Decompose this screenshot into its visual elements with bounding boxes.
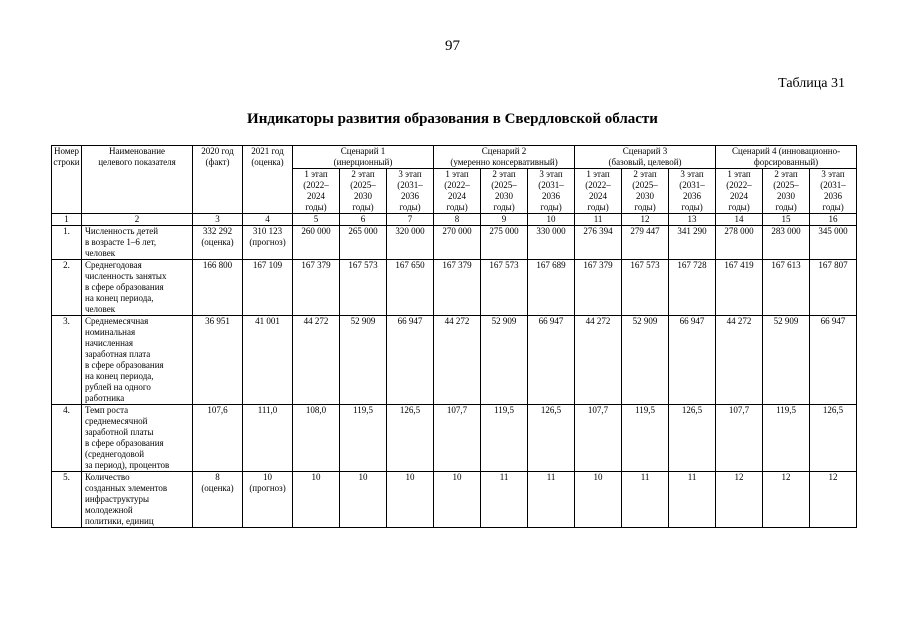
value-2021: 10 (прогноз) [243,472,293,528]
scenario-value: 10 [340,472,387,528]
value-2021: 310 123 (прогноз) [243,226,293,260]
scenario-value: 10 [434,472,481,528]
header-stage-1: 1 этап (2022– 2024 годы) [293,169,340,214]
value-2020: 166 800 [193,260,243,316]
scenario-value: 260 000 [293,226,340,260]
header-scenario-3: Сценарий 3 (базовый, целевой) [575,146,716,169]
table-label: Таблица 31 [778,76,845,91]
scenario-value: 330 000 [528,226,575,260]
scenario-value: 270 000 [434,226,481,260]
scenario-value: 66 947 [528,316,575,405]
indicator-name: Численность детей в возрасте 1–6 лет, человек [82,226,193,260]
header-stage-3: 3 этап (2031– 2036 годы) [669,169,716,214]
scenario-value: 167 379 [434,260,481,316]
row-number: 5. [52,472,82,528]
header-stage-2: 2 этап (2025– 2030 годы) [622,169,669,214]
row-number: 1. [52,226,82,260]
header-row-main [52,146,857,169]
scenario-value: 108,0 [293,405,340,472]
scenario-value: 12 [810,472,857,528]
scenario-value: 44 272 [575,316,622,405]
header-stage-3: 3 этап (2031– 2036 годы) [528,169,575,214]
header-stage-1: 1 этап (2022– 2024 годы) [575,169,622,214]
scenario-value: 283 000 [763,226,810,260]
value-2020: 8 (оценка) [193,472,243,528]
header-row-number: Номер строки [52,146,82,214]
column-number: 3 [193,214,243,226]
table-body [52,226,857,528]
indicator-name: Среднемесячная номинальная начисленная заработная плата в сфере образования на конец периода, рублей на одного работника [82,316,193,405]
header-stage-2: 2 этап (2025– 2030 годы) [340,169,387,214]
scenario-value: 167 419 [716,260,763,316]
column-number: 12 [622,214,669,226]
scenario-value: 126,5 [810,405,857,472]
scenario-value: 278 000 [716,226,763,260]
scenario-value: 276 394 [575,226,622,260]
scenario-value: 12 [716,472,763,528]
scenario-value: 66 947 [387,316,434,405]
column-number: 15 [763,214,810,226]
indicator-name: Количество созданных элементов инфраструктуры молодежной политики, единиц [82,472,193,528]
scenario-value: 167 573 [340,260,387,316]
page-number: 97 [445,38,460,54]
header-scenario-4: Сценарий 4 (инновационно- форсированный) [716,146,857,169]
scenario-value: 107,7 [575,405,622,472]
header-scenario-2: Сценарий 2 (умеренно консервативный) [434,146,575,169]
scenario-value: 11 [528,472,575,528]
scenario-value: 66 947 [669,316,716,405]
scenario-value: 167 807 [810,260,857,316]
scenario-value: 167 379 [575,260,622,316]
value-2020: 36 951 [193,316,243,405]
value-2021: 41 001 [243,316,293,405]
header-stage-2: 2 этап (2025– 2030 годы) [763,169,810,214]
scenario-value: 10 [387,472,434,528]
table-row [52,226,857,260]
scenario-value: 167 573 [622,260,669,316]
row-number: 3. [52,316,82,405]
value-2020: 332 292 (оценка) [193,226,243,260]
scenario-value: 44 272 [716,316,763,405]
scenario-value: 265 000 [340,226,387,260]
column-number: 8 [434,214,481,226]
row-number: 4. [52,405,82,472]
header-stage-3: 3 этап (2031– 2036 годы) [387,169,434,214]
indicator-name: Темп роста среднемесячной заработной платы в сфере образования (среднегодовой за период), процентов [82,405,193,472]
scenario-value: 10 [575,472,622,528]
column-number: 7 [387,214,434,226]
column-number: 6 [340,214,387,226]
scenario-value: 66 947 [810,316,857,405]
header-stage-1: 1 этап (2022– 2024 годы) [716,169,763,214]
scenario-value: 345 000 [810,226,857,260]
scenario-value: 167 689 [528,260,575,316]
scenario-value: 167 613 [763,260,810,316]
scenario-value: 119,5 [340,405,387,472]
scenario-value: 275 000 [481,226,528,260]
header-stage-1: 1 этап (2022– 2024 годы) [434,169,481,214]
column-number: 1 [52,214,82,226]
header-indicator-name: Наименование целевого показателя [82,146,193,214]
column-number: 10 [528,214,575,226]
scenario-value: 107,7 [434,405,481,472]
scenario-value: 52 909 [340,316,387,405]
header-stage-2: 2 этап (2025– 2030 годы) [481,169,528,214]
scenario-value: 44 272 [293,316,340,405]
column-number: 2 [82,214,193,226]
header-scenario-1: Сценарий 1 (инерционный) [293,146,434,169]
value-2021: 111,0 [243,405,293,472]
column-number: 11 [575,214,622,226]
scenario-value: 126,5 [669,405,716,472]
table-row [52,260,857,316]
row-number: 2. [52,260,82,316]
scenario-value: 107,7 [716,405,763,472]
scenario-value: 167 573 [481,260,528,316]
scenario-value: 52 909 [622,316,669,405]
scenario-value: 119,5 [481,405,528,472]
scenario-value: 126,5 [387,405,434,472]
indicators-table [51,145,857,528]
scenario-value: 167 379 [293,260,340,316]
table-row [52,472,857,528]
scenario-value: 119,5 [622,405,669,472]
scenario-value: 52 909 [763,316,810,405]
scenario-value: 10 [293,472,340,528]
scenario-value: 44 272 [434,316,481,405]
column-number: 9 [481,214,528,226]
column-number: 16 [810,214,857,226]
header-year-2021: 2021 год (оценка) [243,146,293,214]
scenario-value: 167 650 [387,260,434,316]
column-number-row [52,214,857,226]
header-year-2020: 2020 год (факт) [193,146,243,214]
document-title: Индикаторы развития образования в Свердловской области [247,111,658,127]
scenario-value: 167 728 [669,260,716,316]
scenario-value: 119,5 [763,405,810,472]
column-number: 4 [243,214,293,226]
scenario-value: 126,5 [528,405,575,472]
column-number: 5 [293,214,340,226]
scenario-value: 11 [622,472,669,528]
scenario-value: 11 [481,472,528,528]
column-number: 13 [669,214,716,226]
value-2020: 107,6 [193,405,243,472]
scenario-value: 341 290 [669,226,716,260]
scenario-value: 279 447 [622,226,669,260]
scenario-value: 320 000 [387,226,434,260]
table-row [52,405,857,472]
column-number: 14 [716,214,763,226]
scenario-value: 11 [669,472,716,528]
header-stage-3: 3 этап (2031– 2036 годы) [810,169,857,214]
value-2021: 167 109 [243,260,293,316]
scenario-value: 12 [763,472,810,528]
scenario-value: 52 909 [481,316,528,405]
indicator-name: Среднегодовая численность занятых в сфере образования на конец периода, человек [82,260,193,316]
table-row [52,316,857,405]
